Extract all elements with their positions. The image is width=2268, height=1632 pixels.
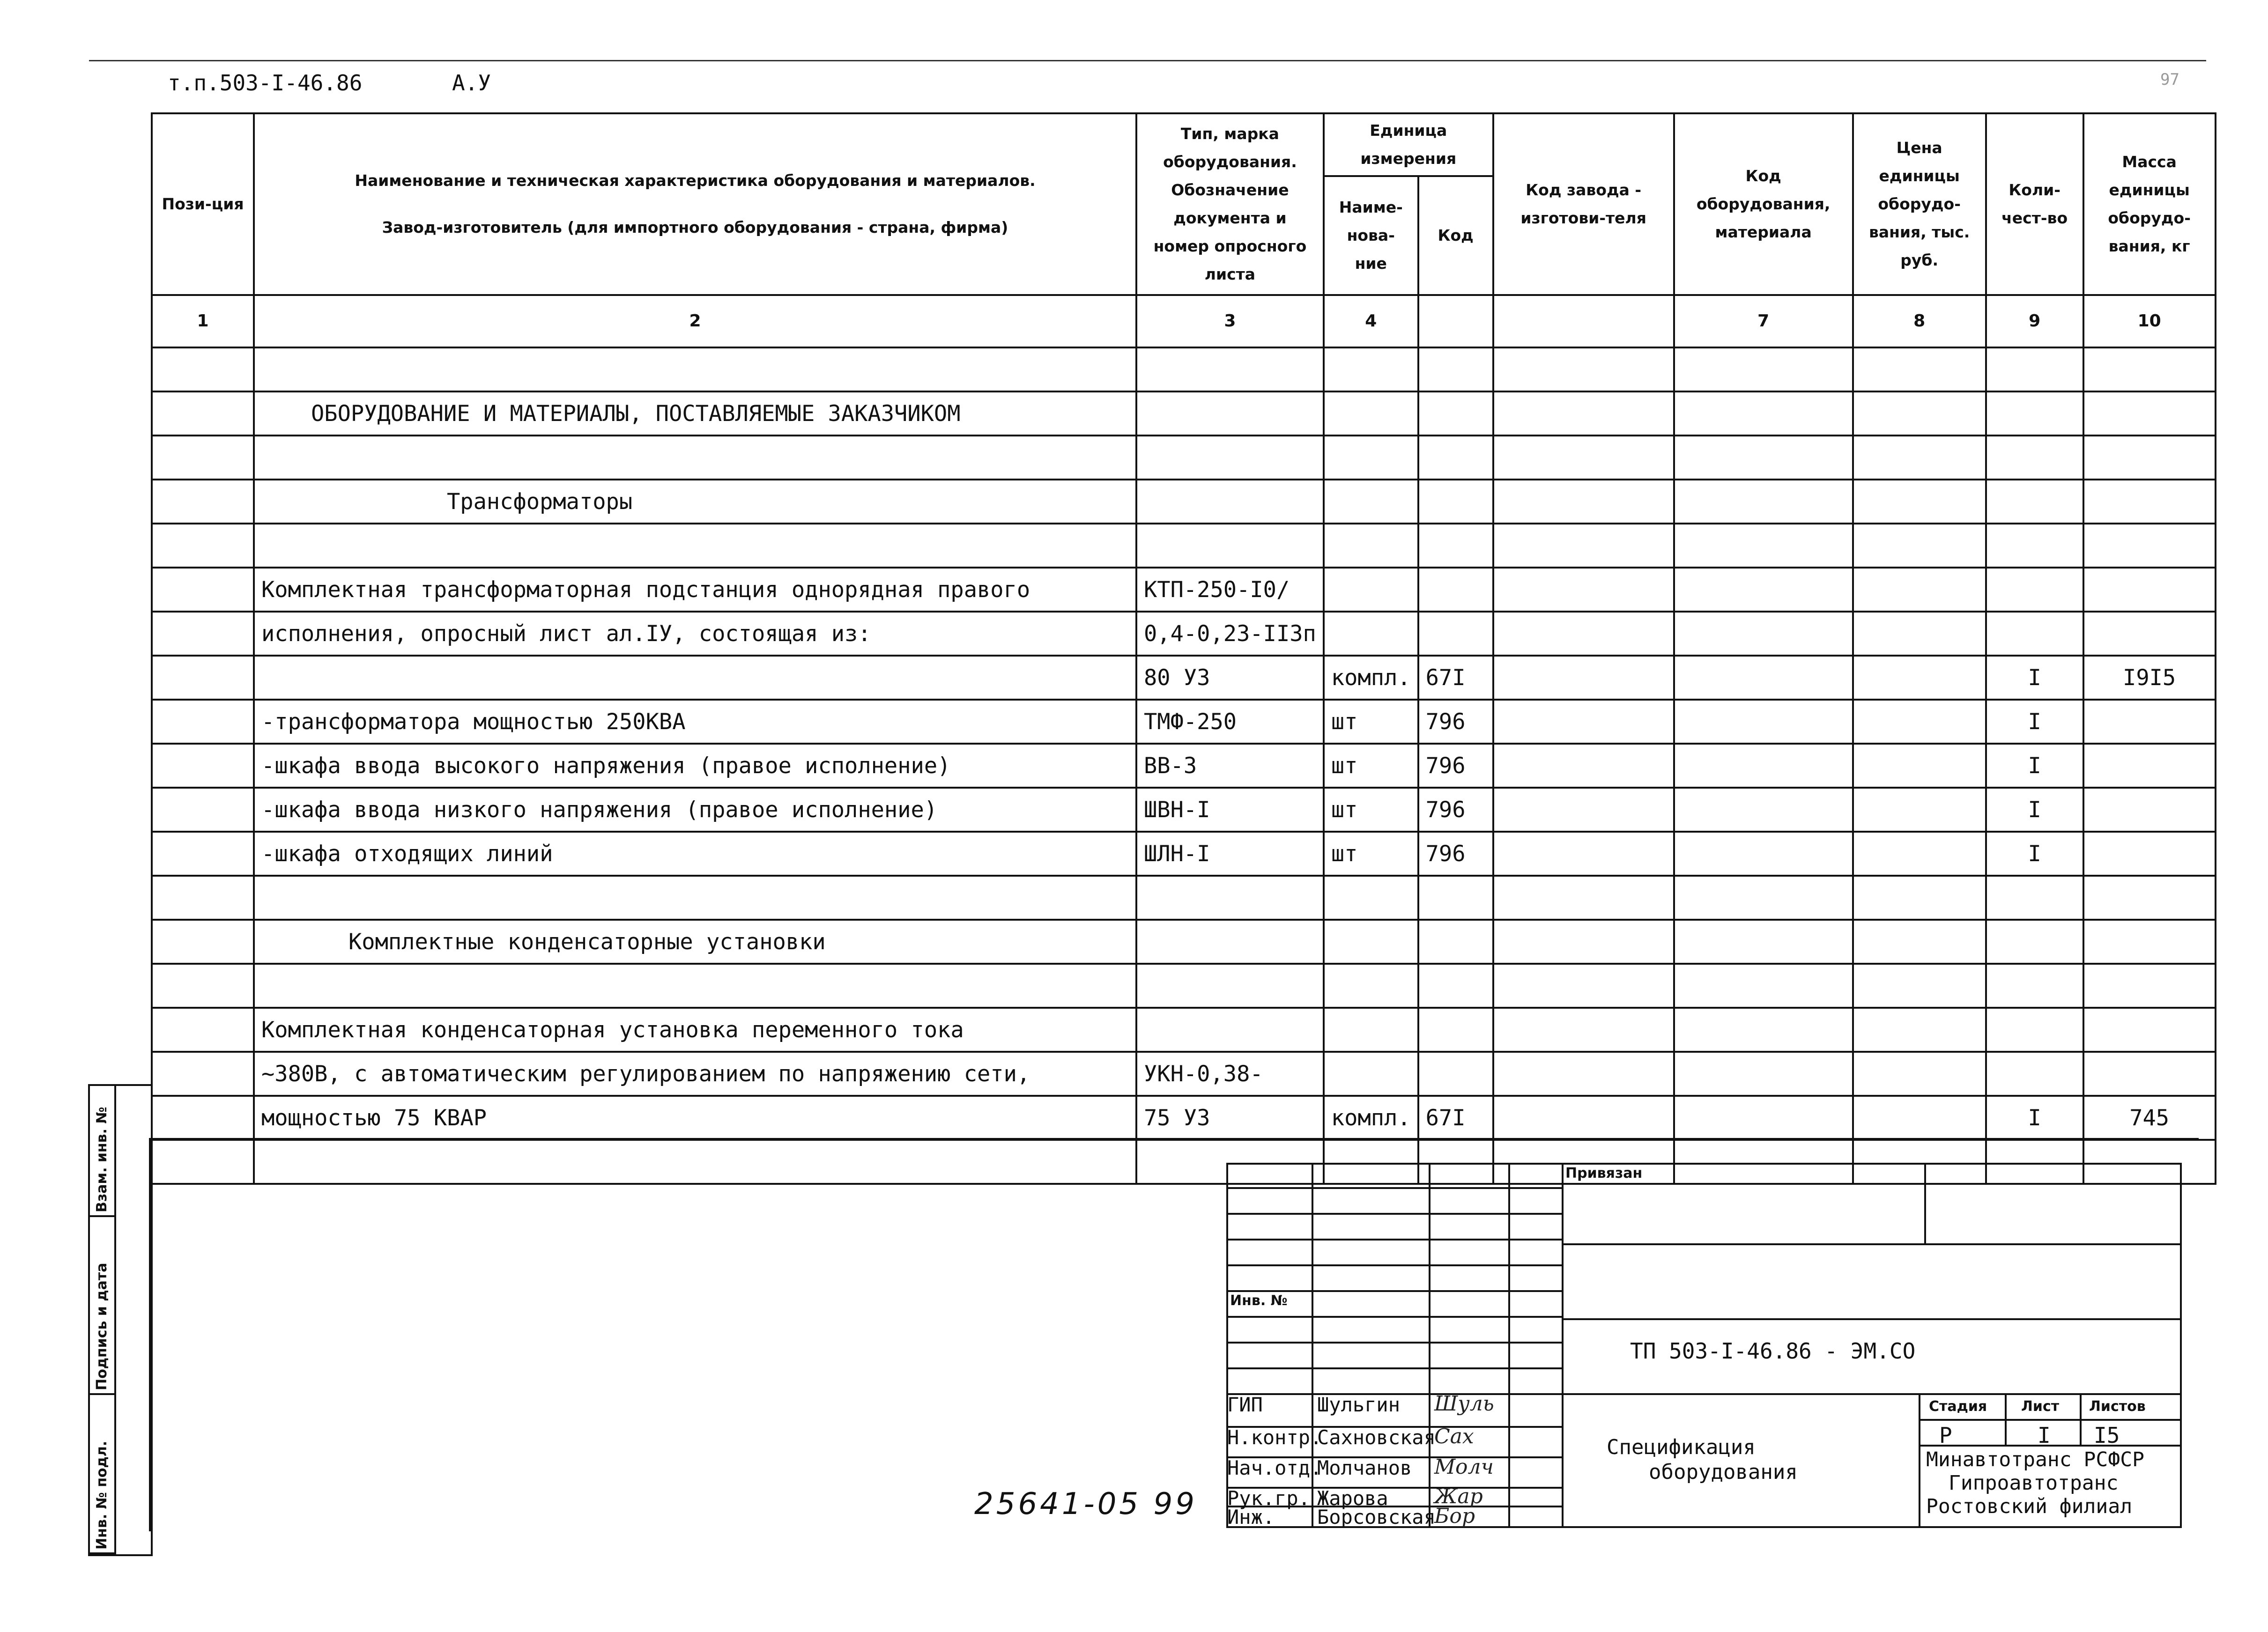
unit-name-cell	[1324, 1008, 1418, 1052]
mass-cell: 745	[2083, 1096, 2216, 1140]
equipment-code-cell	[1674, 1096, 1853, 1140]
unit-code-cell	[1418, 524, 1493, 568]
mass-cell	[2083, 480, 2216, 524]
type-cell: ШЛН-I	[1136, 832, 1324, 876]
col-number: 2	[254, 295, 1136, 347]
qty-cell	[1986, 436, 2083, 480]
type-cell	[1136, 1008, 1324, 1052]
position-cell	[152, 700, 254, 744]
signature: Сах	[1434, 1425, 1474, 1448]
unit-name-cell	[1324, 480, 1418, 524]
table-body	[152, 347, 2216, 1184]
name-engineer: Борсовская	[1317, 1506, 1436, 1529]
equipment-code-cell	[1674, 788, 1853, 832]
role-gip: ГИП	[1227, 1393, 1263, 1416]
position-cell	[152, 1008, 254, 1052]
qty-cell	[1986, 347, 2083, 391]
doc-title-line1: Спецификация	[1607, 1435, 1756, 1459]
price-cell	[1853, 347, 1986, 391]
factory-code-cell	[1493, 391, 1674, 436]
name-cell	[254, 524, 1136, 568]
name-cell: Комплектная конденсаторная установка переменного тока	[254, 1008, 1136, 1052]
tb-vline	[1919, 1393, 1920, 1528]
qty-cell	[1986, 1052, 2083, 1096]
tb-hline	[1226, 1342, 1564, 1344]
type-cell	[1136, 964, 1324, 1008]
equipment-code-cell	[1674, 656, 1853, 700]
col-number: 7	[1674, 295, 1853, 347]
qty-cell	[1986, 568, 2083, 612]
factory-code-cell	[1493, 524, 1674, 568]
name-cell: -шкафа ввода низкого напряжения (правое исполнение)	[254, 788, 1136, 832]
role-dept-head: Нач.отд.	[1227, 1456, 1322, 1479]
mass-cell	[2083, 700, 2216, 744]
type-cell: ТМФ-250	[1136, 700, 1324, 744]
table-row	[152, 1096, 2216, 1140]
table-row	[152, 788, 2216, 832]
type-cell	[1136, 524, 1324, 568]
position-cell	[152, 347, 254, 391]
factory-code-cell	[1493, 700, 1674, 744]
unit-name-cell	[1324, 920, 1418, 964]
unit-name-cell: шт	[1324, 832, 1418, 876]
col-number: 10	[2083, 295, 2216, 347]
col-name-header	[254, 113, 1136, 295]
mass-cell	[2083, 964, 2216, 1008]
equipment-code-cell	[1674, 436, 1853, 480]
col-position-header: Пози-ция	[152, 113, 254, 295]
unit-code-cell: 796	[1418, 700, 1493, 744]
unit-code-cell	[1418, 876, 1493, 920]
col-number: 4	[1324, 295, 1418, 347]
unit-name-cell: шт	[1324, 788, 1418, 832]
tb-vline	[1508, 1163, 1510, 1528]
unit-name-cell: шт	[1324, 744, 1418, 788]
name-gip: Шульгин	[1317, 1393, 1401, 1416]
price-cell	[1853, 920, 1986, 964]
qty-cell	[1986, 876, 2083, 920]
name-cell	[254, 436, 1136, 480]
qty-cell	[1986, 1008, 2083, 1052]
table-row	[152, 436, 2216, 480]
col-number: 9	[1986, 295, 2083, 347]
qty-cell: I	[1986, 1096, 2083, 1140]
tb-hline	[1226, 1239, 1564, 1241]
equipment-code-cell	[1674, 347, 1853, 391]
name-cell	[254, 656, 1136, 700]
factory-code-cell	[1493, 1096, 1674, 1140]
tb-hline	[1919, 1419, 2182, 1421]
col-qty-header: Коли-чест-во	[1986, 113, 2083, 295]
tb-vline	[1562, 1163, 1564, 1528]
name-dept-head: Молчанов	[1317, 1456, 1412, 1479]
factory-code-cell	[1493, 347, 1674, 391]
factory-code-cell	[1493, 744, 1674, 788]
signature: Бор	[1434, 1504, 1475, 1528]
position-cell	[152, 524, 254, 568]
mass-cell	[2083, 920, 2216, 964]
col-number	[1493, 295, 1674, 347]
strip-replace-inv	[90, 1086, 116, 1217]
col-number: 1	[152, 295, 254, 347]
position-cell	[152, 832, 254, 876]
price-cell	[1853, 700, 1986, 744]
unit-code-cell	[1418, 612, 1493, 656]
type-cell	[1136, 347, 1324, 391]
table-row	[152, 656, 2216, 700]
strip-label-sign: Подпись и дата	[94, 1263, 110, 1390]
type-cell: 75 УЗ	[1136, 1096, 1324, 1140]
album-label: А.У	[452, 70, 491, 96]
type-cell: 0,4-0,23-II3п	[1136, 612, 1324, 656]
name-cell	[254, 964, 1136, 1008]
factory-code-cell	[1493, 920, 1674, 964]
unit-code-cell	[1418, 436, 1493, 480]
unit-code-cell: 796	[1418, 832, 1493, 876]
sheets-value: I5	[2094, 1423, 2120, 1448]
table-row	[152, 347, 2216, 391]
price-cell	[1853, 964, 1986, 1008]
page-mark: 97	[2160, 70, 2179, 89]
col-unit-name-header: Наиме-нова-ние	[1324, 176, 1418, 295]
price-cell	[1853, 656, 1986, 700]
table-row	[152, 1008, 2216, 1052]
tb-hline	[1226, 1187, 1564, 1189]
tb-hline	[1226, 1316, 1564, 1318]
mass-cell	[2083, 744, 2216, 788]
position-cell	[152, 480, 254, 524]
equipment-code-cell	[1674, 964, 1853, 1008]
name-cell: -трансформатора мощностью 250КВА	[254, 700, 1136, 744]
table-row	[152, 832, 2216, 876]
mass-cell	[2083, 832, 2216, 876]
qty-cell	[1986, 920, 2083, 964]
col-type-header: Тип, марка оборудования. Обозначение документа и номер опросного листа	[1136, 113, 1324, 295]
equipment-code-cell	[1674, 612, 1853, 656]
specification-table	[151, 112, 2216, 1185]
equipment-code-cell	[1674, 920, 1853, 964]
position-cell	[152, 391, 254, 436]
strip-label-orig: Инв. № подл.	[94, 1440, 110, 1550]
price-cell	[1853, 524, 1986, 568]
unit-name-cell	[1324, 524, 1418, 568]
tb-hline	[1226, 1264, 1564, 1266]
unit-name-cell	[1324, 436, 1418, 480]
strip-orig-inv	[90, 1395, 116, 1554]
unit-code-cell	[1418, 1052, 1493, 1096]
doc-title-line2: оборудования	[1649, 1460, 1798, 1484]
price-cell	[1853, 391, 1986, 436]
name-cell: Комплектные конденсаторные установки	[254, 920, 1136, 964]
tb-vline	[1429, 1163, 1430, 1528]
col-unit-group-header: Единица измерения	[1324, 113, 1493, 176]
role-group-head: Рук.гр.	[1227, 1487, 1311, 1510]
col-name-header-line1: Наименование и техническая характеристика оборудования и материалов.	[355, 171, 1036, 190]
price-cell	[1853, 568, 1986, 612]
unit-name-cell: компл.	[1324, 1096, 1418, 1140]
bound-label: Привязан	[1565, 1165, 1643, 1182]
price-cell	[1853, 1052, 1986, 1096]
org-line1: Минавтотранс РСФСР	[1926, 1448, 2144, 1471]
mass-cell	[2083, 612, 2216, 656]
unit-code-cell: 796	[1418, 744, 1493, 788]
mass-cell	[2083, 876, 2216, 920]
type-cell: ВВ-3	[1136, 744, 1324, 788]
qty-cell: I	[1986, 788, 2083, 832]
tb-vline	[2005, 1393, 2007, 1445]
top-rule	[89, 60, 2206, 61]
tb-hline	[1226, 1213, 1564, 1215]
position-cell	[152, 1140, 254, 1184]
price-cell	[1853, 1008, 1986, 1052]
mass-cell: I9I5	[2083, 656, 2216, 700]
equipment-code-cell	[1674, 524, 1853, 568]
col-price-header: Цена единицы оборудо-вания, тыс. руб.	[1853, 113, 1986, 295]
price-cell	[1853, 788, 1986, 832]
unit-name-cell	[1324, 964, 1418, 1008]
position-cell	[152, 788, 254, 832]
unit-code-cell	[1418, 391, 1493, 436]
doc-code: ТП 503-I-46.86 - ЭМ.СО	[1630, 1338, 1916, 1364]
price-cell	[1853, 436, 1986, 480]
name-cell: исполнения, опросный лист ал.IУ, состоящая из:	[254, 612, 1136, 656]
col-name-header-line2: Завод-изготовитель (для импортного оборудования - страна, фирма)	[382, 218, 1008, 236]
col-factory-code-header: Код завода - изготови-теля	[1493, 113, 1674, 295]
factory-code-cell	[1493, 876, 1674, 920]
qty-cell	[1986, 964, 2083, 1008]
unit-code-cell	[1418, 920, 1493, 964]
tb-hline	[1562, 1318, 2182, 1320]
org-line3: Ростовский филиал	[1926, 1495, 2133, 1518]
position-cell	[152, 964, 254, 1008]
stage-value: Р	[1939, 1423, 1952, 1448]
table-row	[152, 568, 2216, 612]
equipment-code-cell	[1674, 1008, 1853, 1052]
qty-cell	[1986, 391, 2083, 436]
sheet-label: Лист	[2021, 1398, 2060, 1415]
table-row	[152, 700, 2216, 744]
unit-name-cell	[1324, 568, 1418, 612]
factory-code-cell	[1493, 1008, 1674, 1052]
factory-code-cell	[1493, 612, 1674, 656]
archive-number: 25641-05 99	[974, 1487, 1197, 1521]
unit-code-cell: 67I	[1418, 656, 1493, 700]
table-row	[152, 964, 2216, 1008]
qty-cell	[1986, 480, 2083, 524]
qty-cell: I	[1986, 700, 2083, 744]
mass-cell	[2083, 436, 2216, 480]
position-cell	[152, 1096, 254, 1140]
unit-code-cell	[1418, 568, 1493, 612]
table-row	[152, 876, 2216, 920]
unit-name-cell	[1324, 612, 1418, 656]
name-cell	[254, 876, 1136, 920]
unit-name-cell	[1324, 391, 1418, 436]
equipment-code-cell	[1674, 568, 1853, 612]
equipment-code-cell	[1674, 744, 1853, 788]
name-cell	[254, 1140, 1136, 1184]
table-row	[152, 391, 2216, 436]
tb-hline	[1562, 1243, 2182, 1245]
name-cell: мощностью 75 КВАР	[254, 1096, 1136, 1140]
factory-code-cell	[1493, 436, 1674, 480]
factory-code-cell	[1493, 1052, 1674, 1096]
qty-cell: I	[1986, 656, 2083, 700]
name-cell: ОБОРУДОВАНИЕ И МАТЕРИАЛЫ, ПОСТАВЛЯЕМЫЕ ЗАКАЗЧИКОМ	[254, 391, 1136, 436]
unit-code-cell: 67I	[1418, 1096, 1493, 1140]
unit-code-cell: 796	[1418, 788, 1493, 832]
equipment-code-cell	[1674, 700, 1853, 744]
unit-name-cell	[1324, 876, 1418, 920]
qty-cell: I	[1986, 744, 2083, 788]
doc-reference: т.п.503-I-46.86	[168, 70, 363, 96]
sheet-value: I	[2038, 1423, 2051, 1448]
org-line2: Гипроавтотранс	[1949, 1471, 2119, 1495]
name-cell	[254, 347, 1136, 391]
col-unit-code-header: Код	[1418, 176, 1493, 295]
table-row	[152, 1052, 2216, 1096]
position-cell	[152, 436, 254, 480]
frame-left-rule	[149, 1138, 151, 1531]
unit-code-cell	[1418, 347, 1493, 391]
factory-code-cell	[1493, 480, 1674, 524]
name-norm-control: Сахновская	[1317, 1426, 1436, 1449]
equipment-code-cell	[1674, 832, 1853, 876]
position-cell	[152, 612, 254, 656]
col-mass-header: Масса единицы оборудо-вания, кг	[2083, 113, 2216, 295]
equipment-code-cell	[1674, 480, 1853, 524]
mass-cell	[2083, 568, 2216, 612]
table-row	[152, 744, 2216, 788]
factory-code-cell	[1493, 788, 1674, 832]
factory-code-cell	[1493, 832, 1674, 876]
tb-vline	[1924, 1163, 1926, 1243]
strip-label-replace: Взам. инв. №	[94, 1107, 110, 1212]
type-cell: УКН-0,38-	[1136, 1052, 1324, 1096]
table-row	[152, 612, 2216, 656]
price-cell	[1853, 832, 1986, 876]
position-cell	[152, 656, 254, 700]
qty-cell: I	[1986, 832, 2083, 876]
tb-vline	[2080, 1393, 2082, 1445]
factory-code-cell	[1493, 656, 1674, 700]
mass-cell	[2083, 1052, 2216, 1096]
type-cell: ШВН-I	[1136, 788, 1324, 832]
type-cell	[1136, 876, 1324, 920]
price-cell	[1853, 1096, 1986, 1140]
type-cell: КТП-250-I0/	[1136, 568, 1324, 612]
position-cell	[152, 568, 254, 612]
price-cell	[1853, 480, 1986, 524]
name-cell: ~380В, с автоматическим регулированием по напряжению сети,	[254, 1052, 1136, 1096]
unit-name-cell	[1324, 347, 1418, 391]
name-cell: Трансформаторы	[254, 480, 1136, 524]
equipment-code-cell	[1674, 1052, 1853, 1096]
sheets-label: Листов	[2089, 1398, 2146, 1415]
type-cell	[1136, 391, 1324, 436]
position-cell	[152, 920, 254, 964]
approval-strip	[88, 1084, 153, 1556]
signature: Молч	[1434, 1455, 1494, 1479]
unit-code-cell	[1418, 480, 1493, 524]
role-engineer: Инж.	[1227, 1506, 1275, 1529]
role-norm-control: Н.контр.	[1227, 1426, 1322, 1449]
unit-code-cell	[1418, 964, 1493, 1008]
position-cell	[152, 876, 254, 920]
header-row	[152, 113, 2216, 176]
tb-hline	[1226, 1290, 1564, 1292]
col-number: 8	[1853, 295, 1986, 347]
inv-label: Инв. №	[1230, 1292, 1288, 1309]
col-number	[1418, 295, 1493, 347]
price-cell	[1853, 876, 1986, 920]
strip-sign-date	[90, 1217, 116, 1395]
position-cell	[152, 1052, 254, 1096]
price-cell	[1853, 744, 1986, 788]
col-number: 3	[1136, 295, 1324, 347]
name-cell: Комплектная трансформаторная подстанция однорядная правого	[254, 568, 1136, 612]
column-number-row	[152, 295, 2216, 347]
unit-name-cell: компл.	[1324, 656, 1418, 700]
name-cell: -шкафа ввода высокого напряжения (правое исполнение)	[254, 744, 1136, 788]
qty-cell	[1986, 612, 2083, 656]
unit-name-cell	[1324, 1052, 1418, 1096]
type-cell	[1136, 436, 1324, 480]
stage-label: Стадия	[1929, 1398, 1987, 1415]
signature: Шуль	[1434, 1392, 1494, 1416]
table-row	[152, 920, 2216, 964]
name-group-head: Жарова	[1317, 1487, 1388, 1510]
mass-cell	[2083, 391, 2216, 436]
tb-hline	[1226, 1367, 1564, 1369]
factory-code-cell	[1493, 568, 1674, 612]
equipment-code-cell	[1674, 391, 1853, 436]
table-row	[152, 480, 2216, 524]
name-cell: -шкафа отходящих линий	[254, 832, 1136, 876]
unit-code-cell	[1418, 1008, 1493, 1052]
factory-code-cell	[1493, 964, 1674, 1008]
mass-cell	[2083, 347, 2216, 391]
position-cell	[152, 744, 254, 788]
qty-cell	[1986, 524, 2083, 568]
mass-cell	[2083, 1008, 2216, 1052]
table-bottom-rule	[149, 1138, 2199, 1140]
mass-cell	[2083, 524, 2216, 568]
unit-name-cell: шт	[1324, 700, 1418, 744]
type-cell	[1136, 920, 1324, 964]
price-cell	[1853, 612, 1986, 656]
table-row	[152, 524, 2216, 568]
type-cell: 80 УЗ	[1136, 656, 1324, 700]
mass-cell	[2083, 788, 2216, 832]
equipment-code-cell	[1674, 876, 1853, 920]
col-equipment-code-header: Код оборудования, материала	[1674, 113, 1853, 295]
signature: Жар	[1434, 1484, 1483, 1508]
type-cell	[1136, 480, 1324, 524]
